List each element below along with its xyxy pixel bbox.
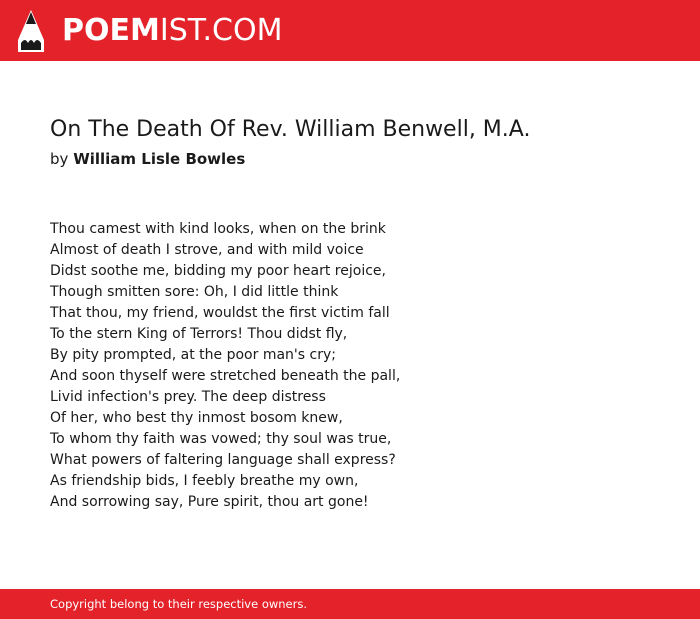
by-label: by xyxy=(50,150,69,168)
site-logo-link[interactable] xyxy=(62,13,282,49)
poem-line: Livid infection's prey. The deep distress xyxy=(50,389,326,405)
poem-line: Didst soothe me, bidding my poor heart rejoice, xyxy=(50,263,386,279)
poem-line: And soon thyself were stretched beneath the pall, xyxy=(50,368,401,384)
poem-body xyxy=(50,219,400,513)
poem-line: As friendship bids, I feebly breathe my own, xyxy=(50,473,359,489)
brand-name-light: IST.COM xyxy=(159,13,283,48)
poem-line: What powers of faltering language shall express? xyxy=(50,452,396,468)
copyright-notice: Copyright belong to their respective owners. xyxy=(50,597,308,611)
poem-line: And sorrowing say, Pure spirit, thou art gone! xyxy=(50,494,369,510)
poem-line: Thou camest with kind looks, when on the brink xyxy=(50,221,386,237)
poem-line: To the stern King of Terrors! Thou didst fly, xyxy=(50,326,348,342)
byline xyxy=(50,150,245,168)
poem-line: Almost of death I strove, and with mild voice xyxy=(50,242,364,258)
site-footer xyxy=(0,589,700,619)
site-header xyxy=(0,0,700,61)
poem-line: That thou, my friend, wouldst the first victim fall xyxy=(50,305,390,321)
author-name: William Lisle Bowles xyxy=(73,150,246,168)
poem-line: By pity prompted, at the poor man's cry; xyxy=(50,347,336,363)
poem-line: Though smitten sore: Oh, I did little think xyxy=(50,284,339,300)
brand-name-bold: POEM xyxy=(62,13,160,48)
poem-title: On The Death Of Rev. William Benwell, M.A. xyxy=(50,117,531,142)
poem-line: Of her, who best thy inmost bosom knew, xyxy=(50,410,343,426)
pencil-tip-icon[interactable] xyxy=(17,10,45,52)
poem-line: To whom thy faith was vowed; thy soul was true, xyxy=(50,431,392,447)
